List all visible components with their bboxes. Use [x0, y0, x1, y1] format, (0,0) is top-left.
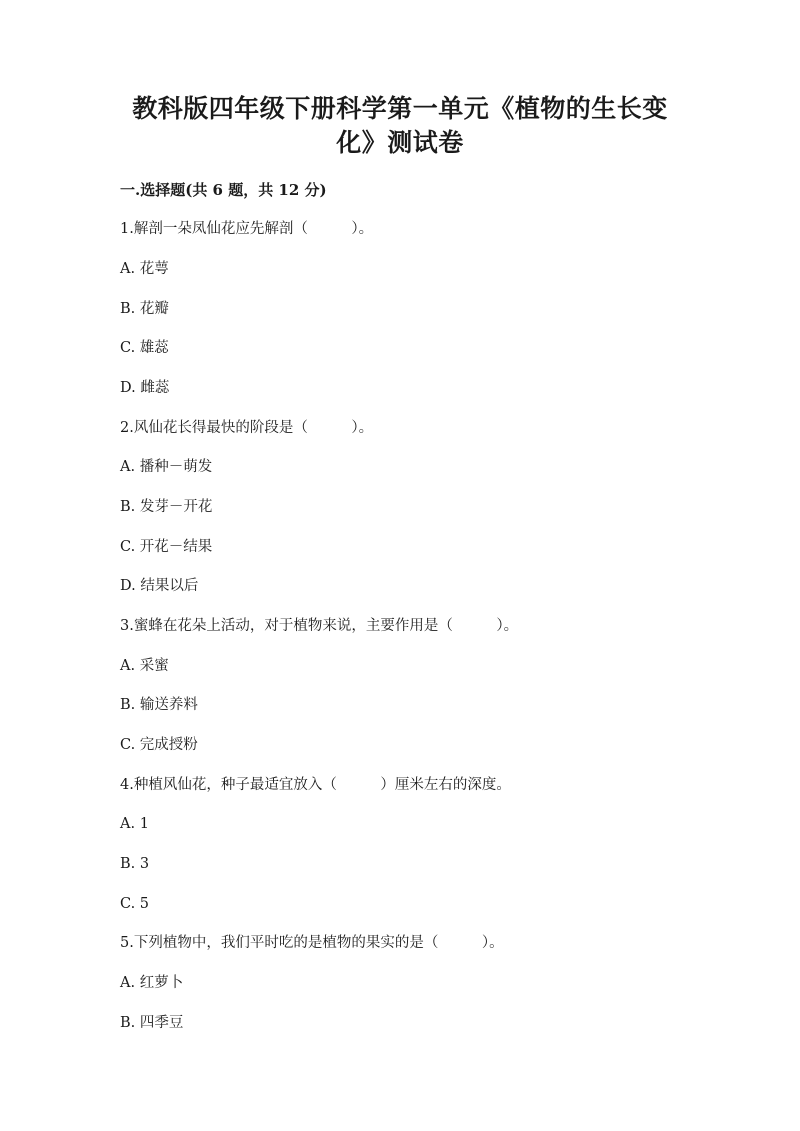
- answer-option: B. 四季豆: [120, 1015, 184, 1031]
- document-title: [100, 92, 700, 160]
- answer-option: A. 红萝卜: [120, 975, 184, 991]
- answer-option: C. 开花－结果: [120, 539, 213, 555]
- question-stem: 5.下列植物中，我们平时吃的是植物的果实的是（ ）。: [120, 935, 504, 951]
- answer-option: A. 1: [120, 816, 149, 832]
- answer-option: C. 完成授粉: [120, 737, 198, 753]
- answer-option: B. 花瓣: [120, 301, 169, 317]
- answer-option: A. 播种－萌发: [120, 459, 213, 475]
- question-stem: 2.风仙花长得最快的阶段是（ ）。: [120, 420, 374, 436]
- answer-option: B. 发芽－开花: [120, 499, 213, 515]
- answer-option: A. 花萼: [120, 261, 169, 277]
- answer-option: B. 输送养料: [120, 697, 198, 713]
- question-stem: 4.种植风仙花，种子最适宜放入（ ）厘米左右的深度。: [120, 777, 511, 793]
- title-line-1: 教科版四年级下册科学第一单元《植物的生长变: [132, 94, 668, 123]
- title-line-2: 化》测试卷: [336, 128, 464, 157]
- answer-option: D. 结果以后: [120, 578, 199, 594]
- question-stem: 1.解剖一朵凤仙花应先解剖（ ）。: [120, 221, 374, 237]
- answer-option: D. 雌蕊: [120, 380, 170, 396]
- answer-option: C. 雄蕊: [120, 340, 169, 356]
- answer-option: B. 3: [120, 856, 150, 872]
- section-heading: 一.选择题(共 6 题，共 12 分): [120, 181, 327, 199]
- answer-option: C. 5: [120, 896, 150, 912]
- answer-option: A. 采蜜: [120, 658, 169, 674]
- question-stem: 3.蜜蜂在花朵上活动，对于植物来说，主要作用是（ ）。: [120, 618, 519, 634]
